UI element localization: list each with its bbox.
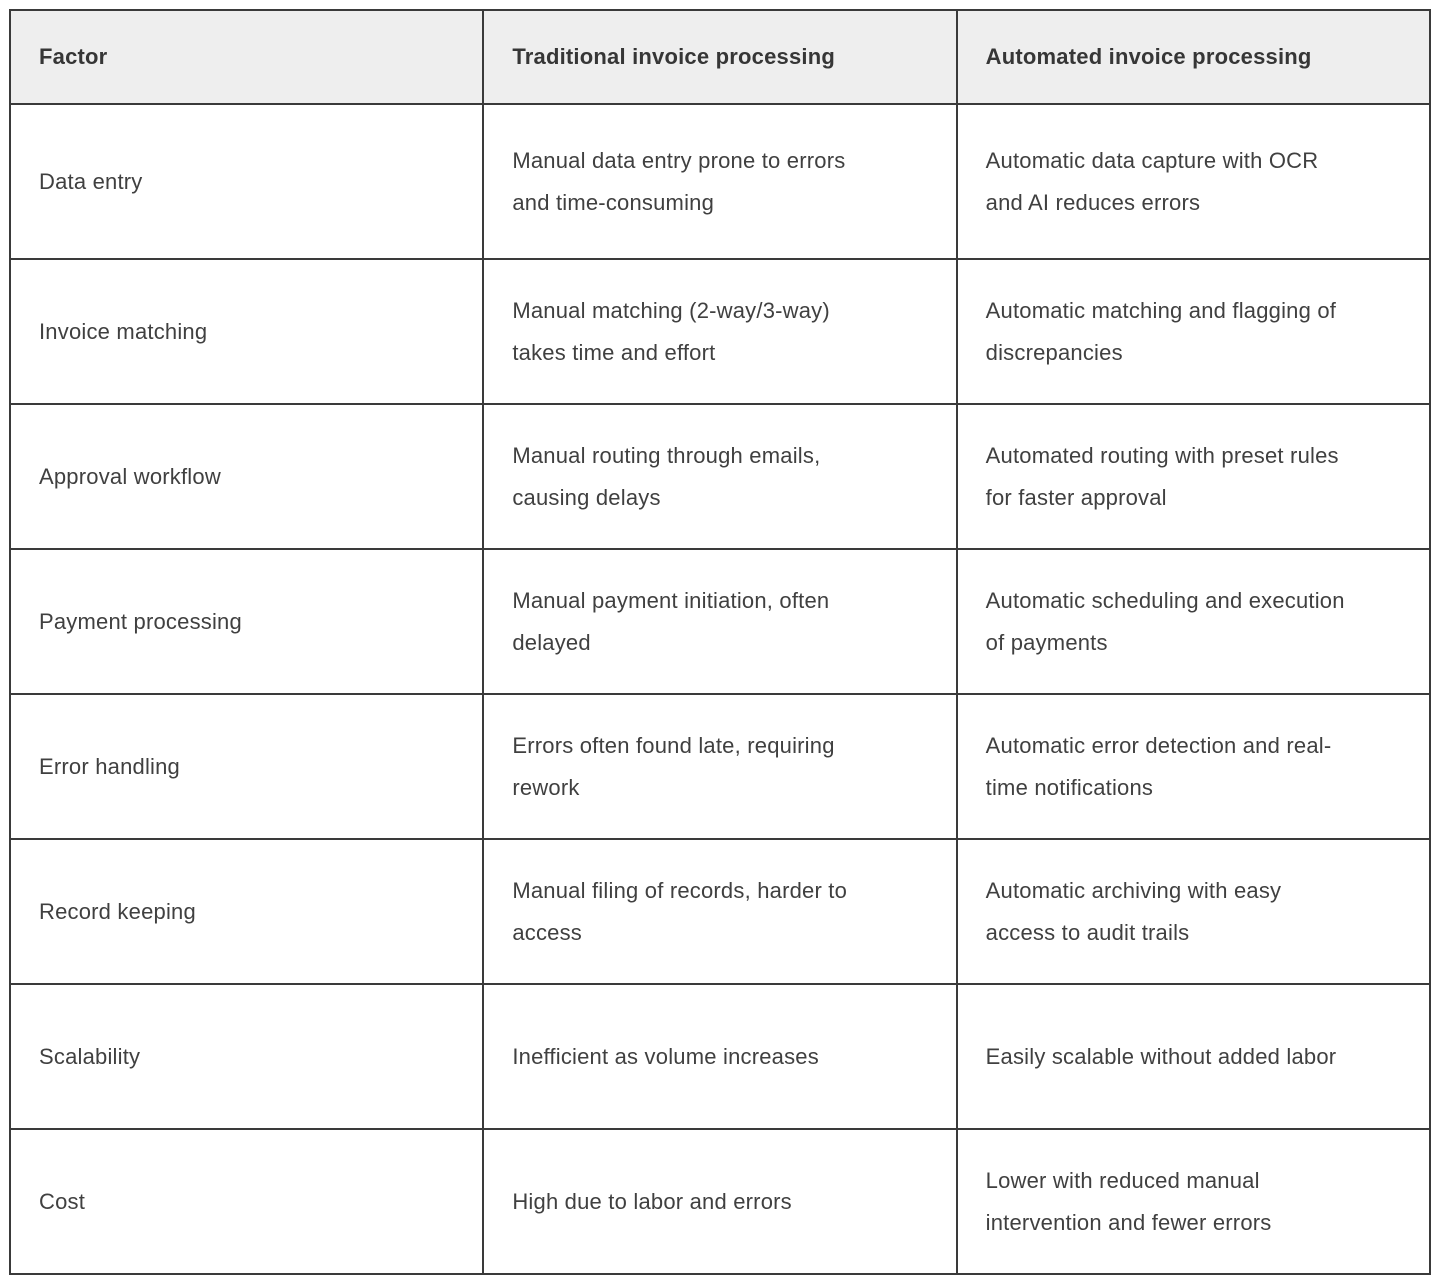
- cell-factor: Invoice matching: [10, 259, 483, 404]
- cell-automated: Automatic data capture with OCR and AI reduces errors: [957, 104, 1430, 259]
- table-row: [10, 404, 1430, 549]
- column-header-automated: Automated invoice processing: [957, 10, 1430, 104]
- cell-automated: Automatic scheduling and execution of payments: [957, 549, 1430, 694]
- table-body: [10, 104, 1430, 1274]
- cell-factor: Scalability: [10, 984, 483, 1129]
- table-row: [10, 1129, 1430, 1274]
- cell-traditional: Manual routing through emails, causing delays: [483, 404, 956, 549]
- cell-traditional: Errors often found late, requiring rework: [483, 694, 956, 839]
- cell-traditional: Manual payment initiation, often delayed: [483, 549, 956, 694]
- header-row: [10, 10, 1430, 104]
- table-row: [10, 694, 1430, 839]
- table-row: [10, 839, 1430, 984]
- table-header: [10, 10, 1430, 104]
- column-header-factor: Factor: [10, 10, 483, 104]
- cell-factor: Payment processing: [10, 549, 483, 694]
- cell-factor: Data entry: [10, 104, 483, 259]
- table-row: [10, 984, 1430, 1129]
- cell-factor: Approval workflow: [10, 404, 483, 549]
- table-row: [10, 549, 1430, 694]
- cell-traditional: High due to labor and errors: [483, 1129, 956, 1274]
- cell-traditional: Inefficient as volume increases: [483, 984, 956, 1129]
- cell-automated: Automatic archiving with easy access to audit trails: [957, 839, 1430, 984]
- cell-traditional: Manual data entry prone to errors and time-consuming: [483, 104, 956, 259]
- cell-automated: Lower with reduced manual intervention and fewer errors: [957, 1129, 1430, 1274]
- cell-factor: Error handling: [10, 694, 483, 839]
- cell-traditional: Manual filing of records, harder to access: [483, 839, 956, 984]
- cell-automated: Automatic error detection and real-time notifications: [957, 694, 1430, 839]
- cell-automated: Automatic matching and flagging of discrepancies: [957, 259, 1430, 404]
- cell-automated: Automated routing with preset rules for faster approval: [957, 404, 1430, 549]
- cell-factor: Record keeping: [10, 839, 483, 984]
- cell-traditional: Manual matching (2-way/3-way) takes time and effort: [483, 259, 956, 404]
- table-row: [10, 104, 1430, 259]
- comparison-table: [9, 9, 1431, 1275]
- cell-automated: Easily scalable without added labor: [957, 984, 1430, 1129]
- cell-factor: Cost: [10, 1129, 483, 1274]
- column-header-traditional: Traditional invoice processing: [483, 10, 956, 104]
- table-row: [10, 259, 1430, 404]
